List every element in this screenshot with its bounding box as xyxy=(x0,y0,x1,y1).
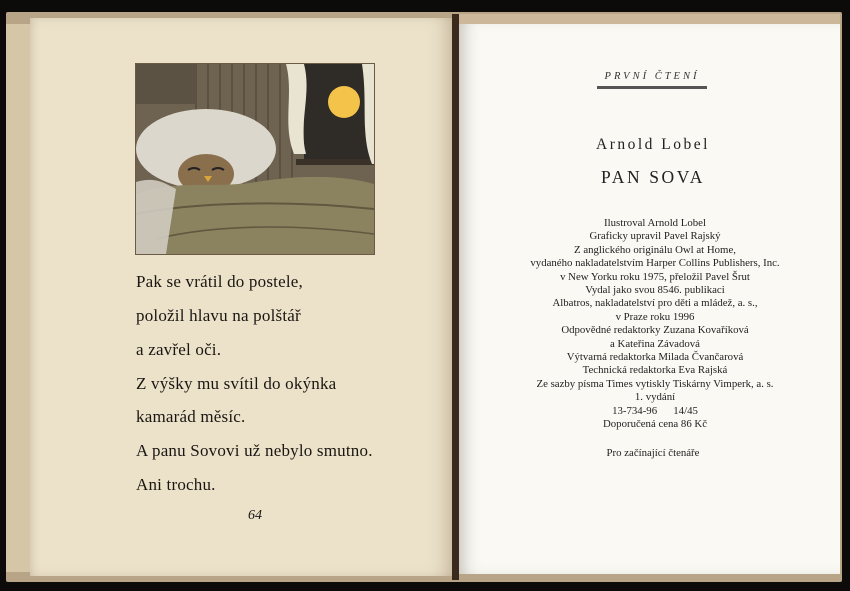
imprint-line: Odpovědné redaktorky Zuzana Kovaříková xyxy=(561,324,749,337)
imprint-line: v New Yorku roku 1975, přeložil Pavel Šrut xyxy=(560,270,750,283)
imprint-line: Ilustroval Arnold Lobel xyxy=(604,217,706,229)
page-top-band xyxy=(457,14,840,24)
imprint-line: a Kateřina Závadová xyxy=(610,337,700,350)
story-line-1: Pak se vrátil do postele, xyxy=(136,272,303,291)
story-line-4: Z výšky mu svítil do okýnka xyxy=(136,374,337,393)
series-title: PRVNÍ ČTENÍ xyxy=(604,71,700,82)
imprint-line: 1. vydání xyxy=(634,391,676,404)
imprint-line: Doporučená cena 86 Kč xyxy=(602,418,708,431)
story-line-6: A panu Sovovi už nebylo smutno. xyxy=(136,441,373,460)
audience-note: Pro začínající čtenáře xyxy=(606,447,700,459)
imprint-line: Albatros, nakladatelství pro děti a mládež, a. s., xyxy=(552,297,758,310)
imprint-block xyxy=(490,217,820,432)
imprint-line: 13-734-96 14/45 xyxy=(612,404,698,417)
owl-illustration xyxy=(135,63,375,255)
story-line-5: kamarád měsíc. xyxy=(136,407,246,426)
imprint-line: Technická redaktorka Eva Rajská xyxy=(582,364,728,377)
imprint-line: Graficky upravil Pavel Rajský xyxy=(589,230,721,243)
book-title: PAN SOVA xyxy=(601,167,705,187)
imprint-line: Výtvarná redaktorka Milada Čvančarová xyxy=(566,351,744,364)
moon-shape xyxy=(328,86,360,118)
story-line-7: Ani trochu. xyxy=(136,475,216,494)
series-underline xyxy=(597,86,707,89)
imprint-line: v Praze roku 1996 xyxy=(615,310,695,323)
story-line-3: a zavřel oči. xyxy=(136,340,222,359)
story-line-2: položil hlavu na polštář xyxy=(136,306,301,325)
imprint-line: Z anglického originálu Owl at Home, xyxy=(574,243,736,256)
author-name: Arnold Lobel xyxy=(596,136,710,153)
page-number: 64 xyxy=(248,508,262,523)
imprint-line: Ze sazby písma Times vytiskly Tiskárny Vimperk, a. s. xyxy=(536,377,774,390)
book-gutter xyxy=(452,14,459,580)
imprint-line: Vydal jako svou 8546. publikaci xyxy=(585,284,725,297)
imprint-line: vydaného nakladatelstvím Harper Collins Publishers, Inc. xyxy=(530,257,780,270)
